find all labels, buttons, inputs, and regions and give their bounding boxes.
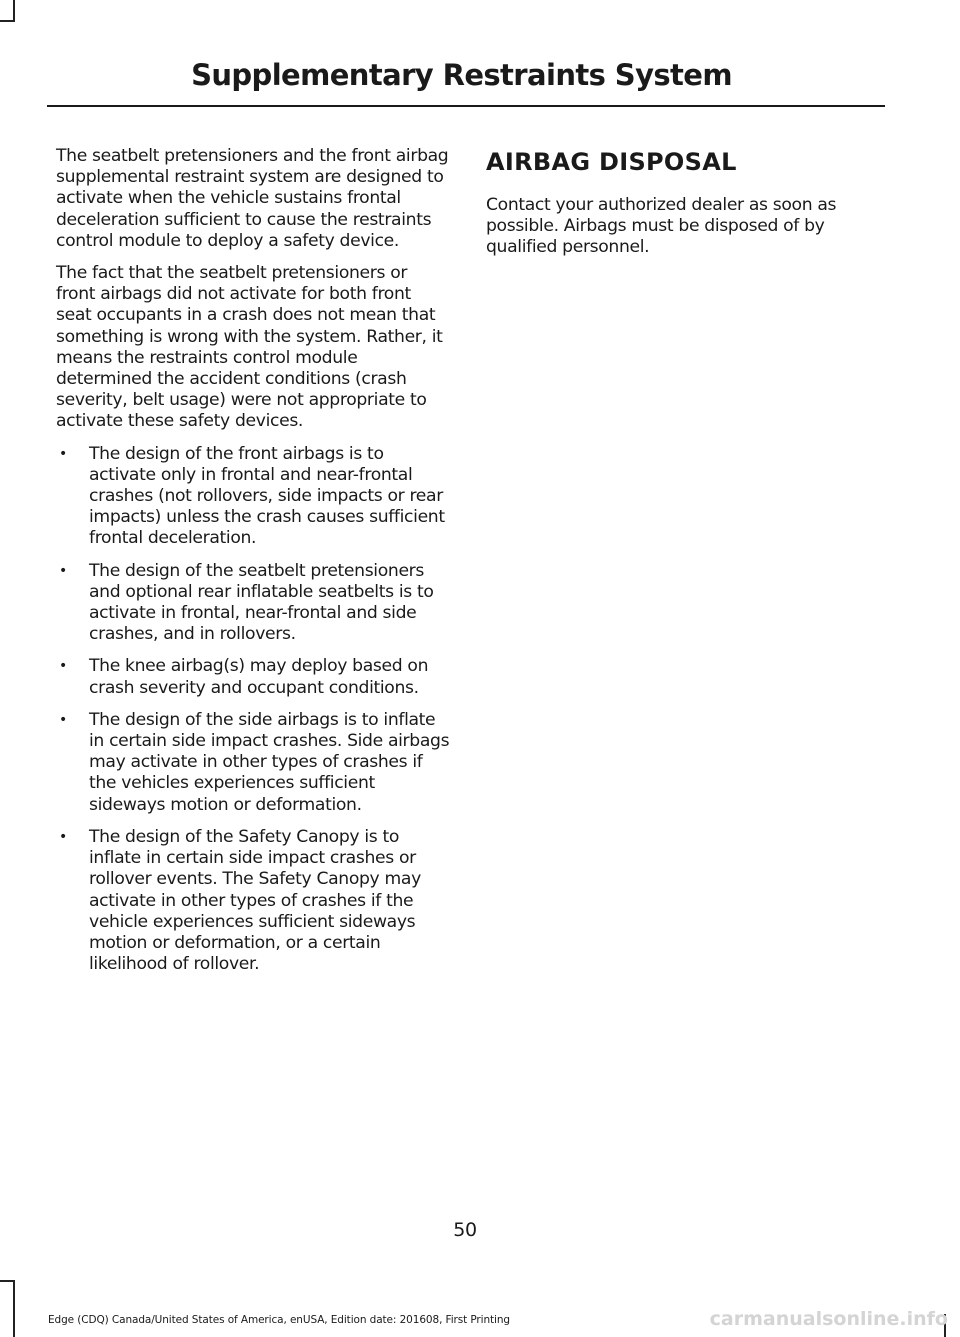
paragraph: Contact your authorized dealer as soon as possible. Airbags must be disposed of by qualified personnel. [486, 195, 837, 258]
bullet-icon: • [59, 658, 67, 675]
list-item-text: The knee airbag(s) may deploy based on crash severity and occupant conditions. [89, 656, 429, 698]
crop-mark-bottom-left-h [0, 1280, 15, 1282]
list-item [56, 656, 450, 698]
list-item [56, 710, 450, 816]
list-item [56, 444, 450, 550]
crop-mark-bottom-left-v [13, 1280, 15, 1337]
watermark: carmanualsonline.info [709, 1308, 948, 1330]
section-heading: AIRBAG DISPOSAL [486, 148, 737, 176]
paragraph: The seatbelt pretensioners and the front airbag supplemental restraint system are designed to activate when the vehicle sustains frontal deceleration sufficient to cause the restraints control module to deploy a safety device. [56, 146, 449, 251]
bullet-icon: • [59, 711, 67, 728]
bullet-icon: • [59, 828, 67, 845]
bullet-icon: • [59, 445, 67, 462]
list-item-text: The design of the seatbelt pretensioners and optional rear inflatable seatbelts is to activate in frontal, near-frontal and side crashes, and in rollovers. [89, 560, 434, 645]
crop-mark-top-left-h [0, 20, 15, 22]
left-column [56, 146, 450, 986]
paragraph: The fact that the seatbelt pretensioners or front airbags did not activate for both front seat occupants in a crash does not mean that something is wrong with the system. Rather, it means the restraints control module determined the accident conditions (crash severity, belt usage) were not appropriate to activate these safety devices. [56, 263, 443, 432]
bullet-list [56, 444, 450, 976]
page-title: Supplementary Restraints System [191, 58, 732, 92]
list-item-text: The design of the Safety Canopy is to inflate in certain side impact crashes or rollover events. The Safety Canopy may activate in other types of crashes if the vehicle experiences sufficient sideways motion or deformation, or a certain likelihood of rollover. [89, 826, 421, 975]
list-item-text: The design of the front airbags is to activate only in frontal and near-frontal crashes (not rollovers, side impacts or rear impacts) unless the crash causes sufficient frontal deceleration. [89, 443, 445, 549]
header-divider [47, 105, 885, 107]
crop-mark-top-left-v [13, 0, 15, 22]
page-number: 50 [453, 1219, 477, 1241]
list-item-text: The design of the side airbags is to inflate in certain side impact crashes. Side airbags may activate in other types of crashes if the vehicles experiences sufficient sideways motion or deformation. [89, 709, 450, 815]
list-item [56, 827, 450, 975]
footer-text: Edge (CDQ) Canada/United States of America, enUSA, Edition date: 201608, First Printing [48, 1314, 510, 1326]
right-column [486, 146, 886, 270]
list-item [56, 561, 450, 646]
bullet-icon: • [59, 562, 67, 579]
